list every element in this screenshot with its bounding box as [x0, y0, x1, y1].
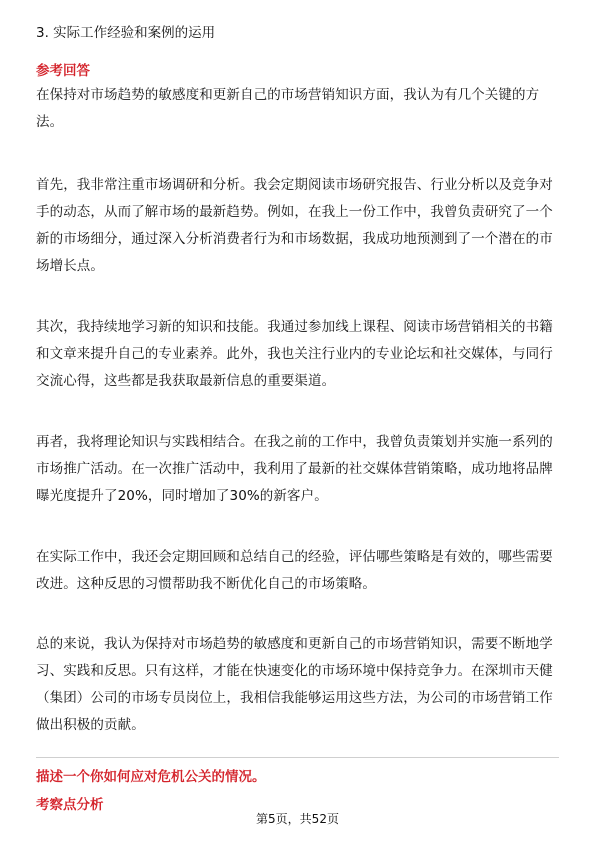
analysis-label: 考察点分析 [36, 797, 104, 813]
section-divider [36, 757, 559, 758]
next-question: 描述一个你如何应对危机公关的情况。 [36, 769, 266, 785]
paragraph-conclusion: 总的来说，我认为保持对市场趋势的敏感度和更新自己的市场营销知识，需要不断地学习、实践和反思。只有这样，才能在快速变化的市场环境中保持竞争力。在深圳市天健（集团）公司的市场专员岗位上，我相信我能够运用这些方法，为公司的市场营销工作做出积极的贡献。 [36, 636, 553, 733]
paragraph-first: 首先，我非常注重市场调研和分析。我会定期阅读市场研究报告、行业分析以及竞争对手的动态，从而了解市场的最新趋势。例如，在我上一份工作中，我曾负责研究了一个新的市场细分，通过深入分析消费者行为和市场数据，我成功地预测到了一个潜在的市场增长点。 [36, 177, 553, 274]
answer-label: 参考回答 [36, 63, 90, 79]
section-title: 3. 实际工作经验和案例的运用 [36, 25, 216, 41]
paragraph-fourth: 在实际工作中，我还会定期回顾和总结自己的经验，评估哪些策略是有效的，哪些需要改进。这种反思的习惯帮助我不断优化自己的市场策略。 [36, 549, 553, 592]
paragraph-third: 再者，我将理论知识与实践相结合。在我之前的工作中，我曾负责策划并实施一系列的市场推广活动。在一次推广活动中，我利用了最新的社交媒体营销策略，成功地将品牌曝光度提升了20%，同时增加了30%的新客户。 [36, 434, 553, 504]
paragraph-second: 其次，我持续地学习新的知识和技能。我通过参加线上课程、阅读市场营销相关的书籍和文章来提升自己的专业素养。此外，我也关注行业内的专业论坛和社交媒体，与同行交流心得，这些都是我获取最新信息的重要渠道。 [36, 319, 553, 389]
paragraph-intro: 在保持对市场趋势的敏感度和更新自己的市场营销知识方面，我认为有几个关键的方法。 [36, 87, 540, 130]
page-indicator: 第5页，共52页 [256, 812, 339, 826]
